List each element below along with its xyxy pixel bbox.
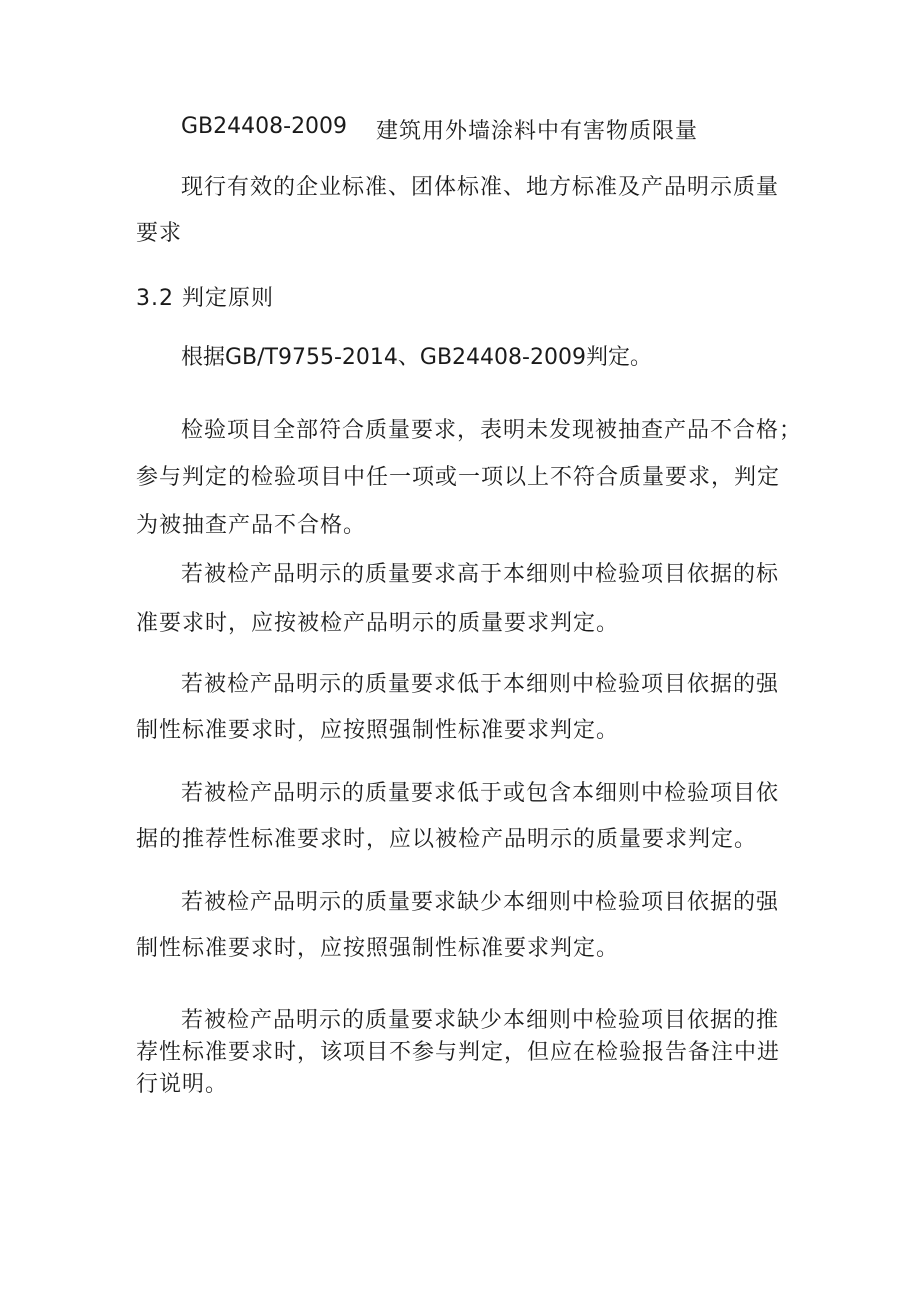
paragraph-lower-mandatory-line: 若被检产品明示的质量要求低于本细则中检验项目依据的强 [181, 672, 780, 697]
paragraph-higher-line: 若被检产品明示的质量要求高于本细则中检验项目依据的标 [181, 562, 780, 587]
paragraph-lower-recommended-line: 据的推荐性标准要求时，应以被检产品明示的质量要求判定。 [136, 827, 758, 852]
paragraph-higher-line: 准要求时，应按被检产品明示的质量要求判定。 [136, 611, 620, 636]
paragraph-other-standards-line: 现行有效的企业标准、团体标准、地方标准及产品明示质量 [181, 175, 780, 200]
paragraph-pass-line: 参与判定的检验项目中任一项或一项以上不符合质量要求，判定 [136, 465, 781, 490]
paragraph-lower-recommended-line: 若被检产品明示的质量要求低于或包含本细则中检验项目依 [181, 781, 780, 806]
standard-title: 建筑用外墙涂料中有害物质限量 [376, 119, 699, 144]
paragraph-missing-recommended-line: 行说明。 [136, 1072, 229, 1097]
paragraph-missing-recommended-line: 荐性标准要求时，该项目不参与判定，但应在检验报告备注中进 [136, 1040, 781, 1065]
standard-code: GB24408-2009 [181, 114, 348, 139]
paragraph-pass-line: 为被抽查产品不合格。 [136, 513, 367, 538]
paragraph-pass-line: 检验项目全部符合质量要求，表明未发现被抽查产品不合格； [181, 418, 803, 443]
section-heading: 3.2 判定原则 [136, 286, 274, 311]
paragraph-other-standards-line: 要求 [136, 221, 183, 246]
paragraph-missing-mandatory-line: 制性标准要求时，应按照强制性标准要求判定。 [136, 936, 620, 961]
paragraph-missing-mandatory-line: 若被检产品明示的质量要求缺少本细则中检验项目依据的强 [181, 890, 780, 915]
paragraph-basis: 根据GB/T9755-2014、GB24408-2009判定。 [181, 345, 652, 370]
paragraph-lower-mandatory-line: 制性标准要求时，应按照强制性标准要求判定。 [136, 718, 620, 743]
paragraph-missing-recommended-line: 若被检产品明示的质量要求缺少本细则中检验项目依据的推 [181, 1008, 780, 1033]
